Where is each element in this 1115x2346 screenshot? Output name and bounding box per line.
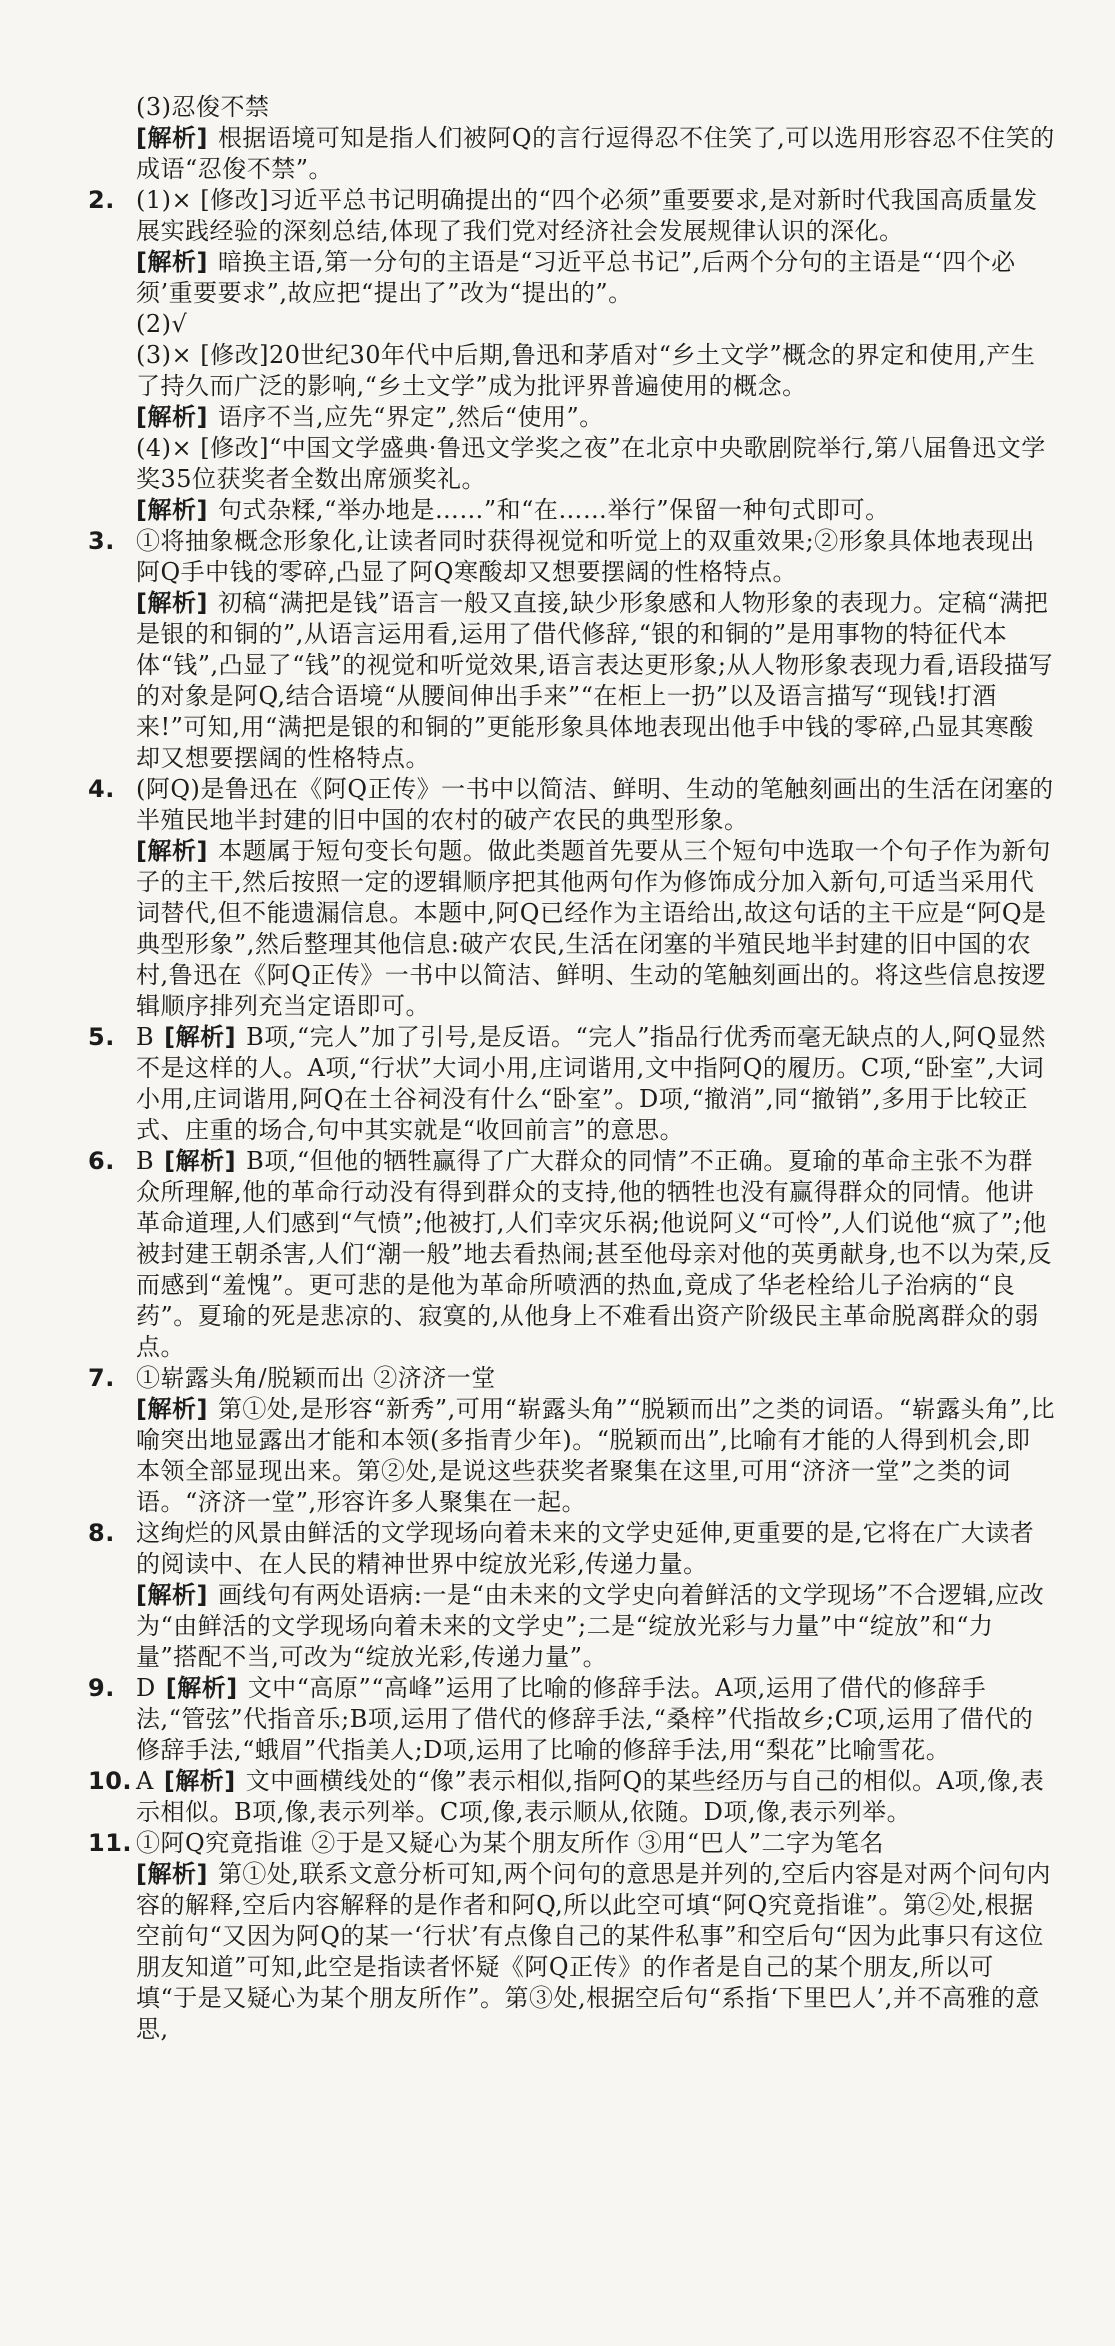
paragraph-text: ①将抽象概念形象化,让读者同时获得视觉和听觉上的双重效果;②形象具体地表现出阿Q手中钱的零碎,凸显了阿Q寒酸却又想要摆阔的性格特点。 <box>136 527 1035 586</box>
paragraph-text: 句式杂糅,“举办地是……”和“在……举行”保留一种句式即可。 <box>217 496 890 524</box>
question-number: 10. <box>88 1767 133 1795</box>
analysis-tag: [解析] <box>136 837 208 865</box>
paragraph-text: (1)× [修改]习近平总书记明确提出的“四个必须”重要要求,是对新时代我国高质量发展实践经验的深刻总结,体现了我们党对经济社会发展规律认识的深化。 <box>136 186 1038 245</box>
paragraph-text: ①阿Q究竟指谁 ②于是又疑心为某个朋友所作 ③用“巴人”二字为笔名 <box>136 1829 884 1857</box>
analysis-tag: [解析] <box>136 1395 208 1423</box>
answer-paragraph <box>88 1022 1055 1146</box>
paragraph-text: (4)× [修改]“中国文学盛典·鲁迅文学奖之夜”在北京中央歌剧院举行,第八届鲁迅文学奖35位获奖者全数出席颁奖礼。 <box>136 434 1046 493</box>
paragraph-text: 文中画横线处的“像”表示相似,指阿Q的某些经历与自己的相似。A项,像,表示相似。B项,像,表示列举。C项,像,表示顺从,依随。D项,像,表示列举。 <box>136 1767 1045 1826</box>
analysis-tag: [解析] <box>136 1581 208 1609</box>
answer-paragraph <box>136 340 1055 402</box>
analysis-tag: [解析] <box>165 1674 238 1702</box>
question-number: 8. <box>88 1519 115 1547</box>
analysis-paragraph <box>136 836 1055 1022</box>
answer-paragraph <box>136 309 1055 340</box>
question-number: 2. <box>88 186 115 214</box>
answer-paragraph <box>88 1766 1055 1828</box>
answer-item <box>88 1022 1055 1146</box>
analysis-tag: [解析] <box>136 589 208 617</box>
paragraph-text: 文中“高原”“高峰”运用了比喻的修辞手法。A项,运用了借代的修辞手法,“管弦”代指音乐;B项,运用了借代的修辞手法,“桑梓”代指故乡;C项,运用了借代的修辞手法,“蛾眉”代指美人;D项,运用了比喻的修辞手法,用“梨花”比喻雪花。 <box>136 1674 1034 1764</box>
analysis-paragraph <box>136 588 1055 774</box>
paragraph-text: B项,“但他的牺牲赢得了广大群众的同情”不正确。夏瑜的革命主张不为群众所理解,他的革命行动没有得到群众的支持,他的牺牲也没有赢得群众的同情。他讲革命道理,人们感到“气愤”;他被打,人们幸灾乐祸;他说阿义“可怜”,人们说他“疯了”;他被封建王朝杀害,人们“潮一般”地去看热闹;甚至他母亲对他的英勇献身,也不以为荣,反而感到“羞愧”。更可悲的是他为革命所喷洒的热血,竟成了华老栓给儿子治病的“良药”。夏瑜的死是悲凉的、寂寞的,从他身上不难看出资产阶级民主革命脱离群众的弱点。 <box>136 1147 1053 1361</box>
analysis-tag: [解析] <box>136 124 208 152</box>
answer-item <box>88 774 1055 1022</box>
answer-paragraph <box>88 185 1055 247</box>
question-number: 3. <box>88 527 115 555</box>
answer-item <box>88 92 1055 185</box>
paragraph-text: 第①处,联系文意分析可知,两个问句的意思是并列的,空后内容是对两个问句内容的解释,空后内容解释的是作者和阿Q,所以此空可填“阿Q究竟指谁”。第②处,根据空前句“又因为阿Q的某一‘行状’有点像自己的某件私事”和空后句“因为此事只有这位朋友知道”可知,此空是指读者怀疑《阿Q正传》的作者是自己的某个朋友,所以可填“于是又疑心为某个朋友所作”。第③处,根据空后句“系指‘下里巴人’,并不高雅的意思, <box>136 1860 1051 2043</box>
answer-item <box>88 1766 1055 1828</box>
answer-paragraph <box>88 1363 1055 1394</box>
answer-item <box>88 1146 1055 1363</box>
choice-answer: A <box>136 1767 154 1795</box>
paragraph-text: 暗换主语,第一分句的主语是“习近平总书记”,后两个分句的主语是“‘四个必须’重要要求”,故应把“提出了”改为“提出的”。 <box>136 248 1016 307</box>
answer-list <box>88 92 1055 2045</box>
choice-answer: B <box>136 1023 155 1051</box>
answer-item <box>88 1518 1055 1673</box>
analysis-paragraph <box>136 402 1055 433</box>
analysis-tag: [解析] <box>164 1023 237 1051</box>
analysis-paragraph <box>136 1394 1055 1518</box>
answer-item <box>88 1363 1055 1518</box>
paragraph-text: 语序不当,应先“界定”,然后“使用”。 <box>217 403 604 431</box>
answer-item <box>88 1828 1055 2045</box>
question-number: 4. <box>88 775 115 803</box>
answer-paragraph <box>136 92 1055 123</box>
answer-paragraph <box>88 1518 1055 1580</box>
question-number: 6. <box>88 1147 115 1175</box>
analysis-tag: [解析] <box>163 1767 236 1795</box>
analysis-tag: [解析] <box>136 496 208 524</box>
answer-paragraph <box>88 1828 1055 1859</box>
paragraph-text: 初稿“满把是钱”语言一般又直接,缺少形象感和人物形象的表现力。定稿“满把是银的和铜的”,从语言运用看,运用了借代修辞,“银的和铜的”是用事物的特征代本体“钱”,凸显了“钱”的视觉和听觉效果,语言表达更形象;从人物形象表现力看,语段描写的对象是阿Q,结合语境“从腰间伸出手来”“在柜上一扔”以及语言描写“现钱!打酒来!”可知,用“满把是银的和铜的”更能形象具体地表现出他手中钱的零碎,凸显其寒酸却又想要摆阔的性格特点。 <box>136 589 1054 772</box>
answer-paragraph <box>88 526 1055 588</box>
paragraph-text: 这绚烂的风景由鲜活的文学现场向着未来的文学史延伸,更重要的是,它将在广大读者的阅读中、在人民的精神世界中绽放光彩,传递力量。 <box>136 1519 1035 1578</box>
paragraph-text: (3)× [修改]20世纪30年代中后期,鲁迅和茅盾对“乡土文学”概念的界定和使用,产生了持久而广泛的影响,“乡土文学”成为批评界普遍使用的概念。 <box>136 341 1036 400</box>
answer-paragraph <box>88 1146 1055 1363</box>
answer-paragraph <box>136 433 1055 495</box>
analysis-paragraph <box>136 1859 1055 2045</box>
analysis-paragraph <box>136 123 1055 185</box>
paragraph-text: 根据语境可知是指人们被阿Q的言行逗得忍不住笑了,可以选用形容忍不住笑的成语“忍俊不禁”。 <box>136 124 1055 183</box>
analysis-tag: [解析] <box>164 1147 237 1175</box>
analysis-paragraph <box>136 495 1055 526</box>
paragraph-text: ①崭露头角/脱颖而出 ②济济一堂 <box>136 1364 496 1392</box>
choice-answer: B <box>136 1147 155 1175</box>
answer-item <box>88 526 1055 774</box>
analysis-paragraph <box>136 247 1055 309</box>
paragraph-text: B项,“完人”加了引号,是反语。“完人”指品行优秀而毫无缺点的人,阿Q显然不是这样的人。A项,“行状”大词小用,庄词谐用,文中指阿Q的履历。C项,“卧室”,大词小用,庄词谐用,阿Q在土谷祠没有什么“卧室”。D项,“撤消”,同“撤销”,多用于比较正式、庄重的场合,句中其实就是“收回前言”的意思。 <box>136 1023 1046 1144</box>
paragraph-text: 第①处,是形容“新秀”,可用“崭露头角”“脱颖而出”之类的词语。“崭露头角”,比喻突出地显露出才能和本领(多指青少年)。“脱颖而出”,比喻有才能的人得到机会,即本领全部显现出来。第②处,是说这些获奖者聚集在这里,可用“济济一堂”之类的词语。“济济一堂”,形容许多人聚集在一起。 <box>136 1395 1055 1516</box>
analysis-tag: [解析] <box>136 248 208 276</box>
question-number: 11. <box>88 1829 133 1857</box>
analysis-paragraph <box>136 1580 1055 1673</box>
paragraph-text: (2)√ <box>136 310 188 338</box>
answer-item <box>88 185 1055 526</box>
analysis-tag: [解析] <box>136 1860 208 1888</box>
question-number: 9. <box>88 1674 115 1702</box>
paragraph-text: 画线句有两处语病:一是“由未来的文学史向着鲜活的文学现场”不合逻辑,应改为“由鲜活的文学现场向着未来的文学史”;二是“绽放光彩与力量”中“绽放”和“力量”搭配不当,可改为“绽放光彩,传递力量”。 <box>136 1581 1045 1671</box>
paragraph-text: (阿Q)是鲁迅在《阿Q正传》一书中以简洁、鲜明、生动的笔触刻画出的生活在闭塞的半殖民地半封建的旧中国的农村的破产农民的典型形象。 <box>136 775 1054 834</box>
choice-answer: D <box>136 1674 156 1702</box>
answer-paragraph <box>88 1673 1055 1766</box>
answer-item <box>88 1673 1055 1766</box>
analysis-tag: [解析] <box>136 403 208 431</box>
paragraph-text: 本题属于短句变长句题。做此类题首先要从三个短句中选取一个句子作为新句子的主干,然后按照一定的逻辑顺序把其他两句作为修饰成分加入新句,可适当采用代词替代,但不能遗漏信息。本题中,阿Q已经作为主语给出,故这句话的主干应是“阿Q是典型形象”,然后整理其他信息:破产农民,生活在闭塞的半殖民地半封建的旧中国的农村,鲁迅在《阿Q正传》一书中以简洁、鲜明、生动的笔触刻画出的。将这些信息按逻辑顺序排列充当定语即可。 <box>136 837 1051 1020</box>
question-number: 5. <box>88 1023 115 1051</box>
answer-paragraph <box>88 774 1055 836</box>
question-number: 7. <box>88 1364 115 1392</box>
paragraph-text: (3)忍俊不禁 <box>136 93 270 121</box>
